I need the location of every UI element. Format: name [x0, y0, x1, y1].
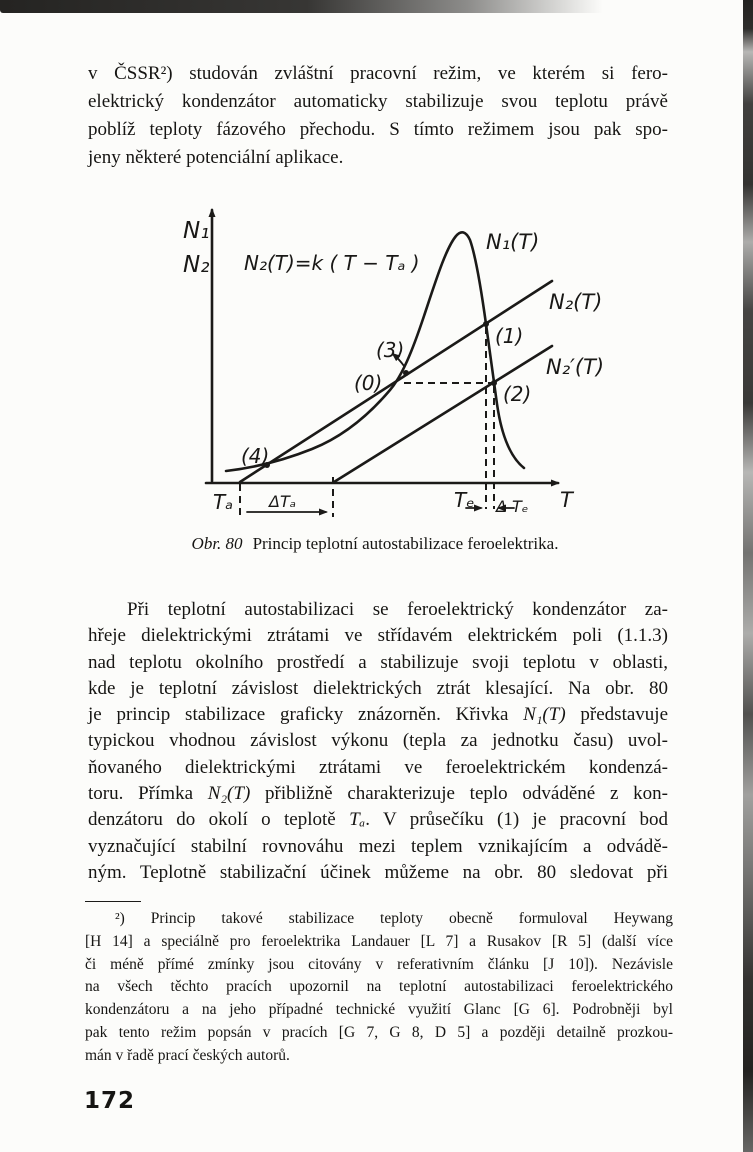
point-label-4: (4)	[241, 444, 270, 468]
curve-label-n2: N₂(T)	[549, 290, 603, 314]
text-line: toru. Přímka N₂(T) přibližně charakterizuje teplo odváděné z kon-	[88, 783, 668, 805]
curve-label-n1: N₁(T)	[486, 230, 540, 254]
text-line: ²) Princip takové stabilizace teploty obecně formuloval Heywang	[115, 910, 673, 927]
text-line: ňovaného dielektrickými ztrátami ve feroelektrickém kondenzá-	[88, 756, 668, 778]
point-marker-0	[403, 370, 409, 376]
paragraph-main	[88, 597, 668, 886]
text-line: Při teplotní autostabilizaci se feroelektrický kondenzátor za-	[127, 599, 668, 620]
figure-equation: N₂(T)=k ( T − Tₐ )	[244, 251, 420, 275]
text-line: denzátoru do okolí o teplotě Tₐ. V průsečíku (1) je pracovní bod	[88, 809, 668, 831]
x-axis-label-delta-te: Δ Tₑ	[496, 497, 529, 516]
text-line: pak tento režim popsán v pracích [G 7, G 8, D 5] a později detailně prozkou-	[85, 1023, 673, 1041]
text-line: jeny některé potenciální aplikace.	[88, 147, 344, 168]
scan-artifact-right-edge	[743, 0, 753, 1152]
text-line: typickou vhodnou závislost výkonu (tepla za jednotku času) uvol-	[88, 730, 668, 752]
point-label-2: (2)	[503, 382, 532, 406]
figure-caption-text: Princip teplotní autostabilizace feroelektrika.	[252, 534, 559, 553]
y-axis-label-n1: N₁	[183, 218, 210, 244]
point-label-0: (0)	[354, 371, 383, 395]
figure-caption	[90, 534, 660, 554]
text-line: mán v řadě prací českých autorů.	[85, 1046, 290, 1064]
x-axis-label-delta-ta: ΔTₐ	[269, 492, 296, 511]
text-line: poblíž teploty fázového přechodu. S tímto režimem jsou pak spo-	[88, 119, 668, 140]
page-number: 172	[84, 1088, 136, 1114]
text-line: hřeje dielektrickými ztrátami ve střídavém elektrickém poli (1.1.3)	[88, 625, 668, 647]
point-marker-2	[491, 380, 497, 386]
footnote	[85, 908, 673, 1068]
text-line: kde je teplotní závislost dielektrických ztrát klesající. Na obr. 80	[88, 677, 668, 699]
footnote-separator	[85, 901, 141, 902]
x-axis-label-ta: Tₐ	[213, 490, 234, 514]
text-line: [H 14] a speciálně pro feroelektrika Landauer [L 7] a Rusakov [R 5] (další více	[85, 932, 673, 950]
figure-diagram	[168, 190, 604, 546]
text-line: v ČSSR²) studován zvláštní pracovní režim, ve kterém si fero-	[88, 63, 668, 84]
text-line: je princip stabilizace graficky znázorněn. Křivka N₁(T) představuje	[88, 704, 668, 726]
text-line: na všech těchto pracích upozornil na teplotní autostabilizaci feroelektrického	[85, 978, 673, 996]
x-axis-label-te: Tₑ	[454, 488, 475, 512]
text-line: vyznačující stabilní rovnováhu mezi teplem vznikajícím a odvádě-	[88, 835, 668, 857]
curve-label-n2-prime: N₂′(T)	[546, 355, 604, 379]
text-line: ným. Teplotně stabilizační účinek můžeme na obr. 80 sledovat při	[88, 861, 668, 883]
figure-obr-80	[168, 190, 604, 546]
x-axis-label-t: T	[560, 488, 573, 512]
text-line: kondenzátoru a na jeho případné technické využití Glanc [G 6]. Podrobněji byl	[85, 1001, 673, 1019]
text-line: nad teplotu okolního prostředí a stabilizuje svoji teplotu v oblasti,	[88, 651, 668, 673]
scan-artifact-top-edge	[0, 0, 615, 13]
point-label-1: (1)	[495, 324, 524, 348]
text-line: či méně přímé zmínky jsou citovány v referativním článku [J 10]). Nezávisle	[85, 955, 673, 973]
point-marker-1	[483, 321, 489, 327]
y-axis-label-n2: N₂	[183, 252, 210, 278]
figure-caption-number: Obr. 80	[191, 534, 243, 553]
text-line: elektrický kondenzátor automaticky stabilizuje svou teplotu právě	[88, 91, 668, 112]
paragraph-intro	[88, 60, 668, 172]
point-label-3: (3)	[376, 338, 405, 362]
